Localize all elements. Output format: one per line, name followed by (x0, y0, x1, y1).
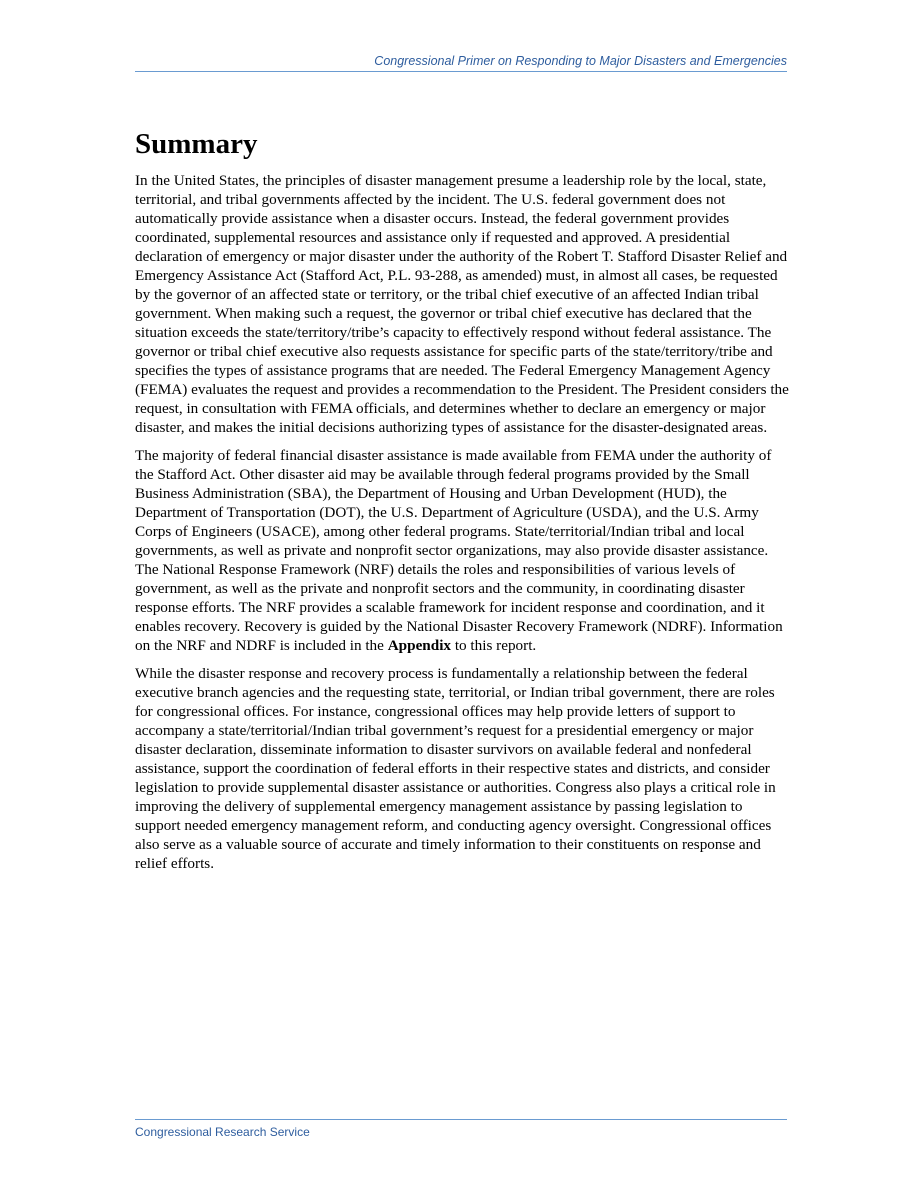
page-header (135, 52, 787, 72)
running-header-title: Congressional Primer on Responding to Major Disasters and Emergencies (374, 54, 787, 68)
paragraph-2-text-after: to this report. (451, 637, 537, 654)
paragraph-2-text-before: The majority of federal financial disaster assistance is made available from FEMA under the authority of the Stafford Act. Other disaster aid may be available through federal programs provided by the Small Business Administration (SBA), the Department of Housing and Urban Development (HUD), the Department of Transportation (DOT), the U.S. Department of Agriculture (USDA), and the U.S. Army Corps of Engineers (USACE), among other federal programs. State/territorial/Indian tribal and local governments, as well as private and nonprofit sector organizations, may also provide disaster assistance. The National Response Framework (NRF) details the roles and responsibilities of various levels of government, as well as the private and nonprofit sectors and the community, in coordinating disaster response efforts. The NRF provides a scalable framework for incident response and coordination, and it enables recovery. Recovery is guided by the National Disaster Recovery Framework (NDRF). Information on the NRF and NDRF is included in the (135, 447, 783, 654)
footer-publisher: Congressional Research Service (135, 1125, 310, 1139)
paragraph-1: In the United States, the principles of disaster management presume a leadership role by the local, state, territorial, and tribal governments affected by the incident. The U.S. federal government does not automatically provide assistance when a disaster occurs. Instead, the federal government provides coordinated, supplemental resources and assistance only if requested and approved. A presidential declaration of emergency or major disaster under the authority of the Robert T. Stafford Disaster Relief and Emergency Assistance Act (Stafford Act, P.L. 93-288, as amended) must, in almost all cases, be requested by the governor of an affected state or territory, or the tribal chief executive of an affected Indian tribal government. When making such a request, the governor or tribal chief executive has declared that the situation exceeds the state/territory/tribe’s capacity to effectively respond without federal assistance. The governor or tribal chief executive also requests assistance for specific parts of the state/territory/tribe and specifies the types of assistance programs that are needed. The Federal Emergency Management Agency (FEMA) evaluates the request and provides a recommendation to the President. The President considers the request, in consultation with FEMA officials, and determines whether to declare an emergency or major disaster, and makes the initial decisions authorizing types of assistance for the disaster-designated areas. (135, 172, 789, 436)
summary-section (135, 120, 790, 882)
paragraph-2 (135, 446, 790, 655)
appendix-link[interactable]: Appendix (387, 637, 452, 654)
page-footer (135, 1119, 787, 1141)
section-heading: Summary (135, 128, 258, 160)
paragraph-3: While the disaster response and recovery process is fundamentally a relationship between the federal executive branch agencies and the requesting state, territorial, or Indian tribal government, there are roles for congressional offices. For instance, congressional offices may help provide letters of support to accompany a state/territorial/Indian tribal government’s request for a presidential emergency or major disaster declaration, disseminate information to disaster survivors on available federal and nonfederal assistance, support the coordination of federal efforts in their respective states and districts, and consider legislation to provide supplemental disaster assistance or authorities. Congress also plays a critical role in improving the delivery of supplemental emergency management assistance by passing legislation to support needed emergency management reform, and conducting agency oversight. Congressional offices also serve as a valuable source of accurate and timely information to their constituents on response and relief efforts. (135, 665, 776, 872)
